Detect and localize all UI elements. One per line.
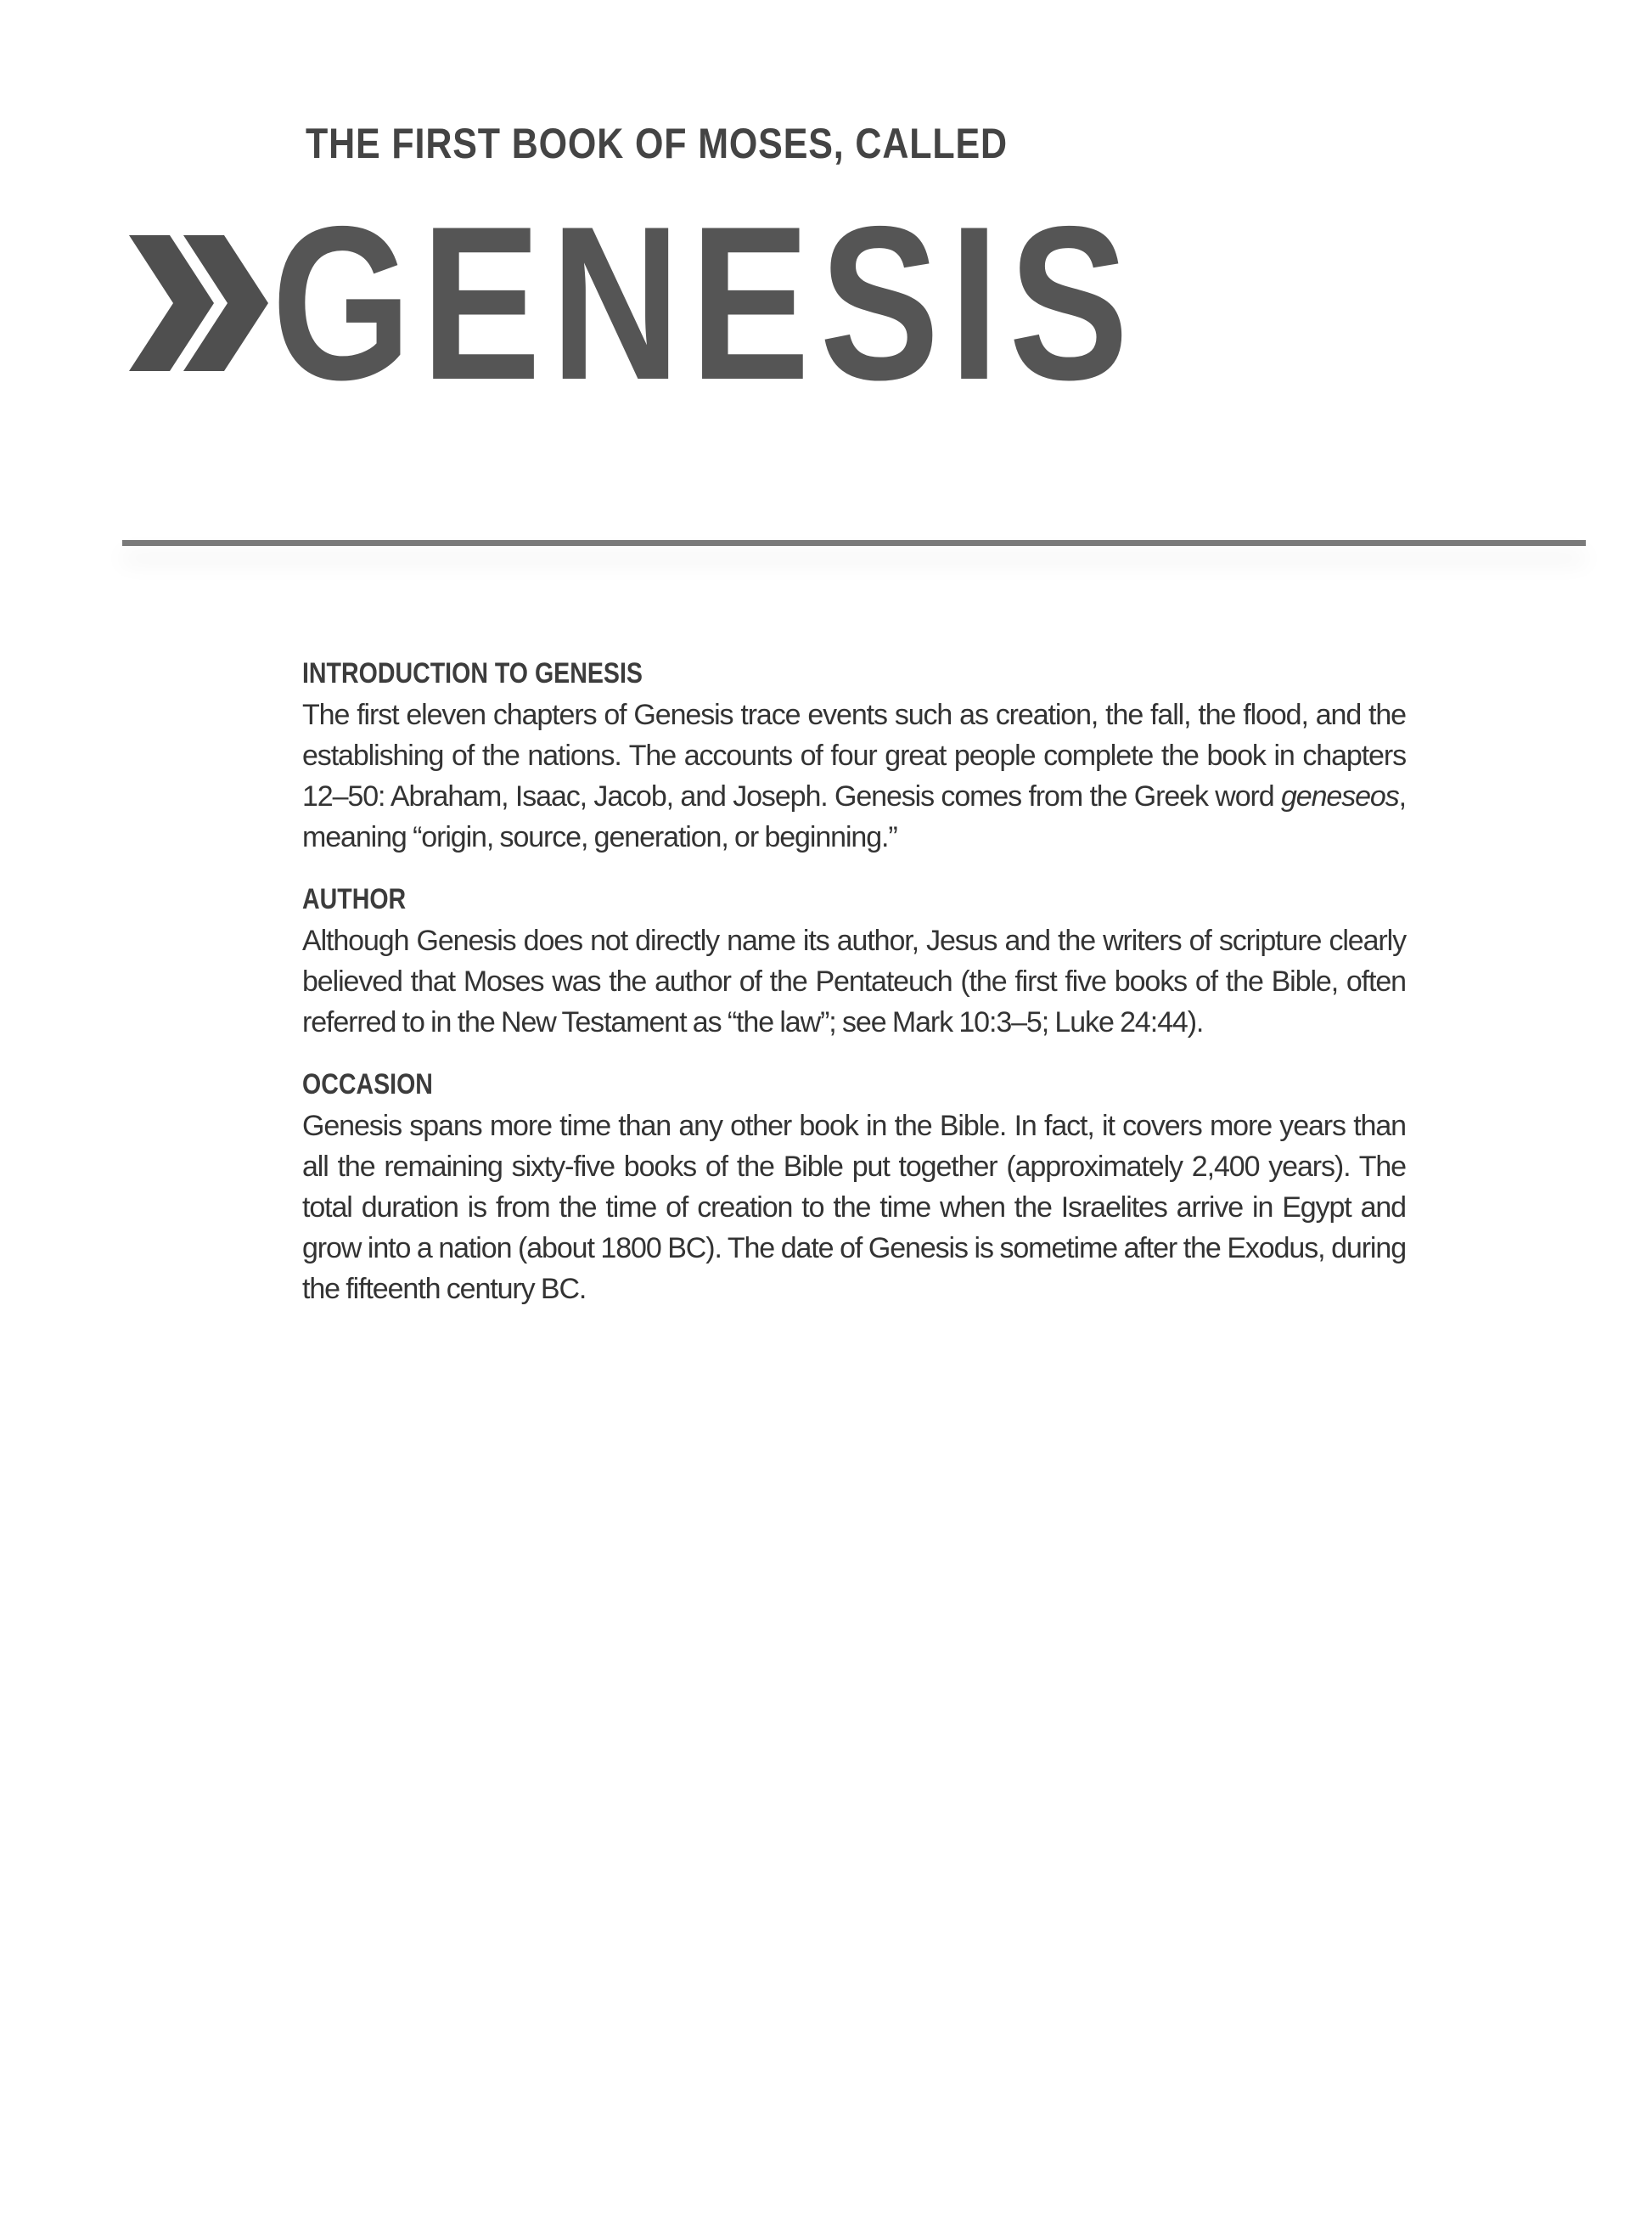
section-heading: AUTHOR xyxy=(302,883,407,915)
book-title: GENESIS xyxy=(272,180,1138,425)
section-introduction xyxy=(302,654,1406,858)
section-body: Although Genesis does not directly name its author, Jesus and the writers of scripture clearly believed that Moses was the author of the Pentateuch (the first five books of the Bible, often referred to in the New Testament as “the law”; see Mark 10:3–5; Luke 24:44). xyxy=(302,925,1406,1038)
section-occasion xyxy=(302,1065,1406,1309)
greek-word: geneseos xyxy=(1280,780,1399,813)
section-heading: OCCASION xyxy=(302,1068,433,1100)
section-body: The first eleven chapters of Genesis trace events such as creation, the fall, the flood, and the establishing of the nations. The accounts of four great people complete the book in chapters 12–50: Abraham, Isaac, Jacob, and Joseph. Genesis comes from the Greek word geneseos, meaning “origin, source, generation, or beginning.” xyxy=(302,699,1406,853)
section-heading: INTRODUCTION TO GENESIS xyxy=(302,657,643,689)
title-row xyxy=(129,180,1329,425)
header-divider xyxy=(122,540,1586,546)
book-kicker: THE FIRST BOOK OF MOSES, CALLED xyxy=(306,120,1008,167)
section-body: Genesis spans more time than any other book in the Bible. In fact, it covers more years than all the remaining sixty-five books of the Bible put together (approximately 2,400 years). The total duration is from the time of creation to the time when the Israelites arrive in Egypt and grow into a nation (about 1800 BC). The date of Genesis is sometime after the Exodus, during the fifteenth century BC. xyxy=(302,1110,1406,1305)
double-chevron-right-icon xyxy=(129,235,273,371)
intro-content xyxy=(302,654,1406,1331)
section-author xyxy=(302,880,1406,1043)
